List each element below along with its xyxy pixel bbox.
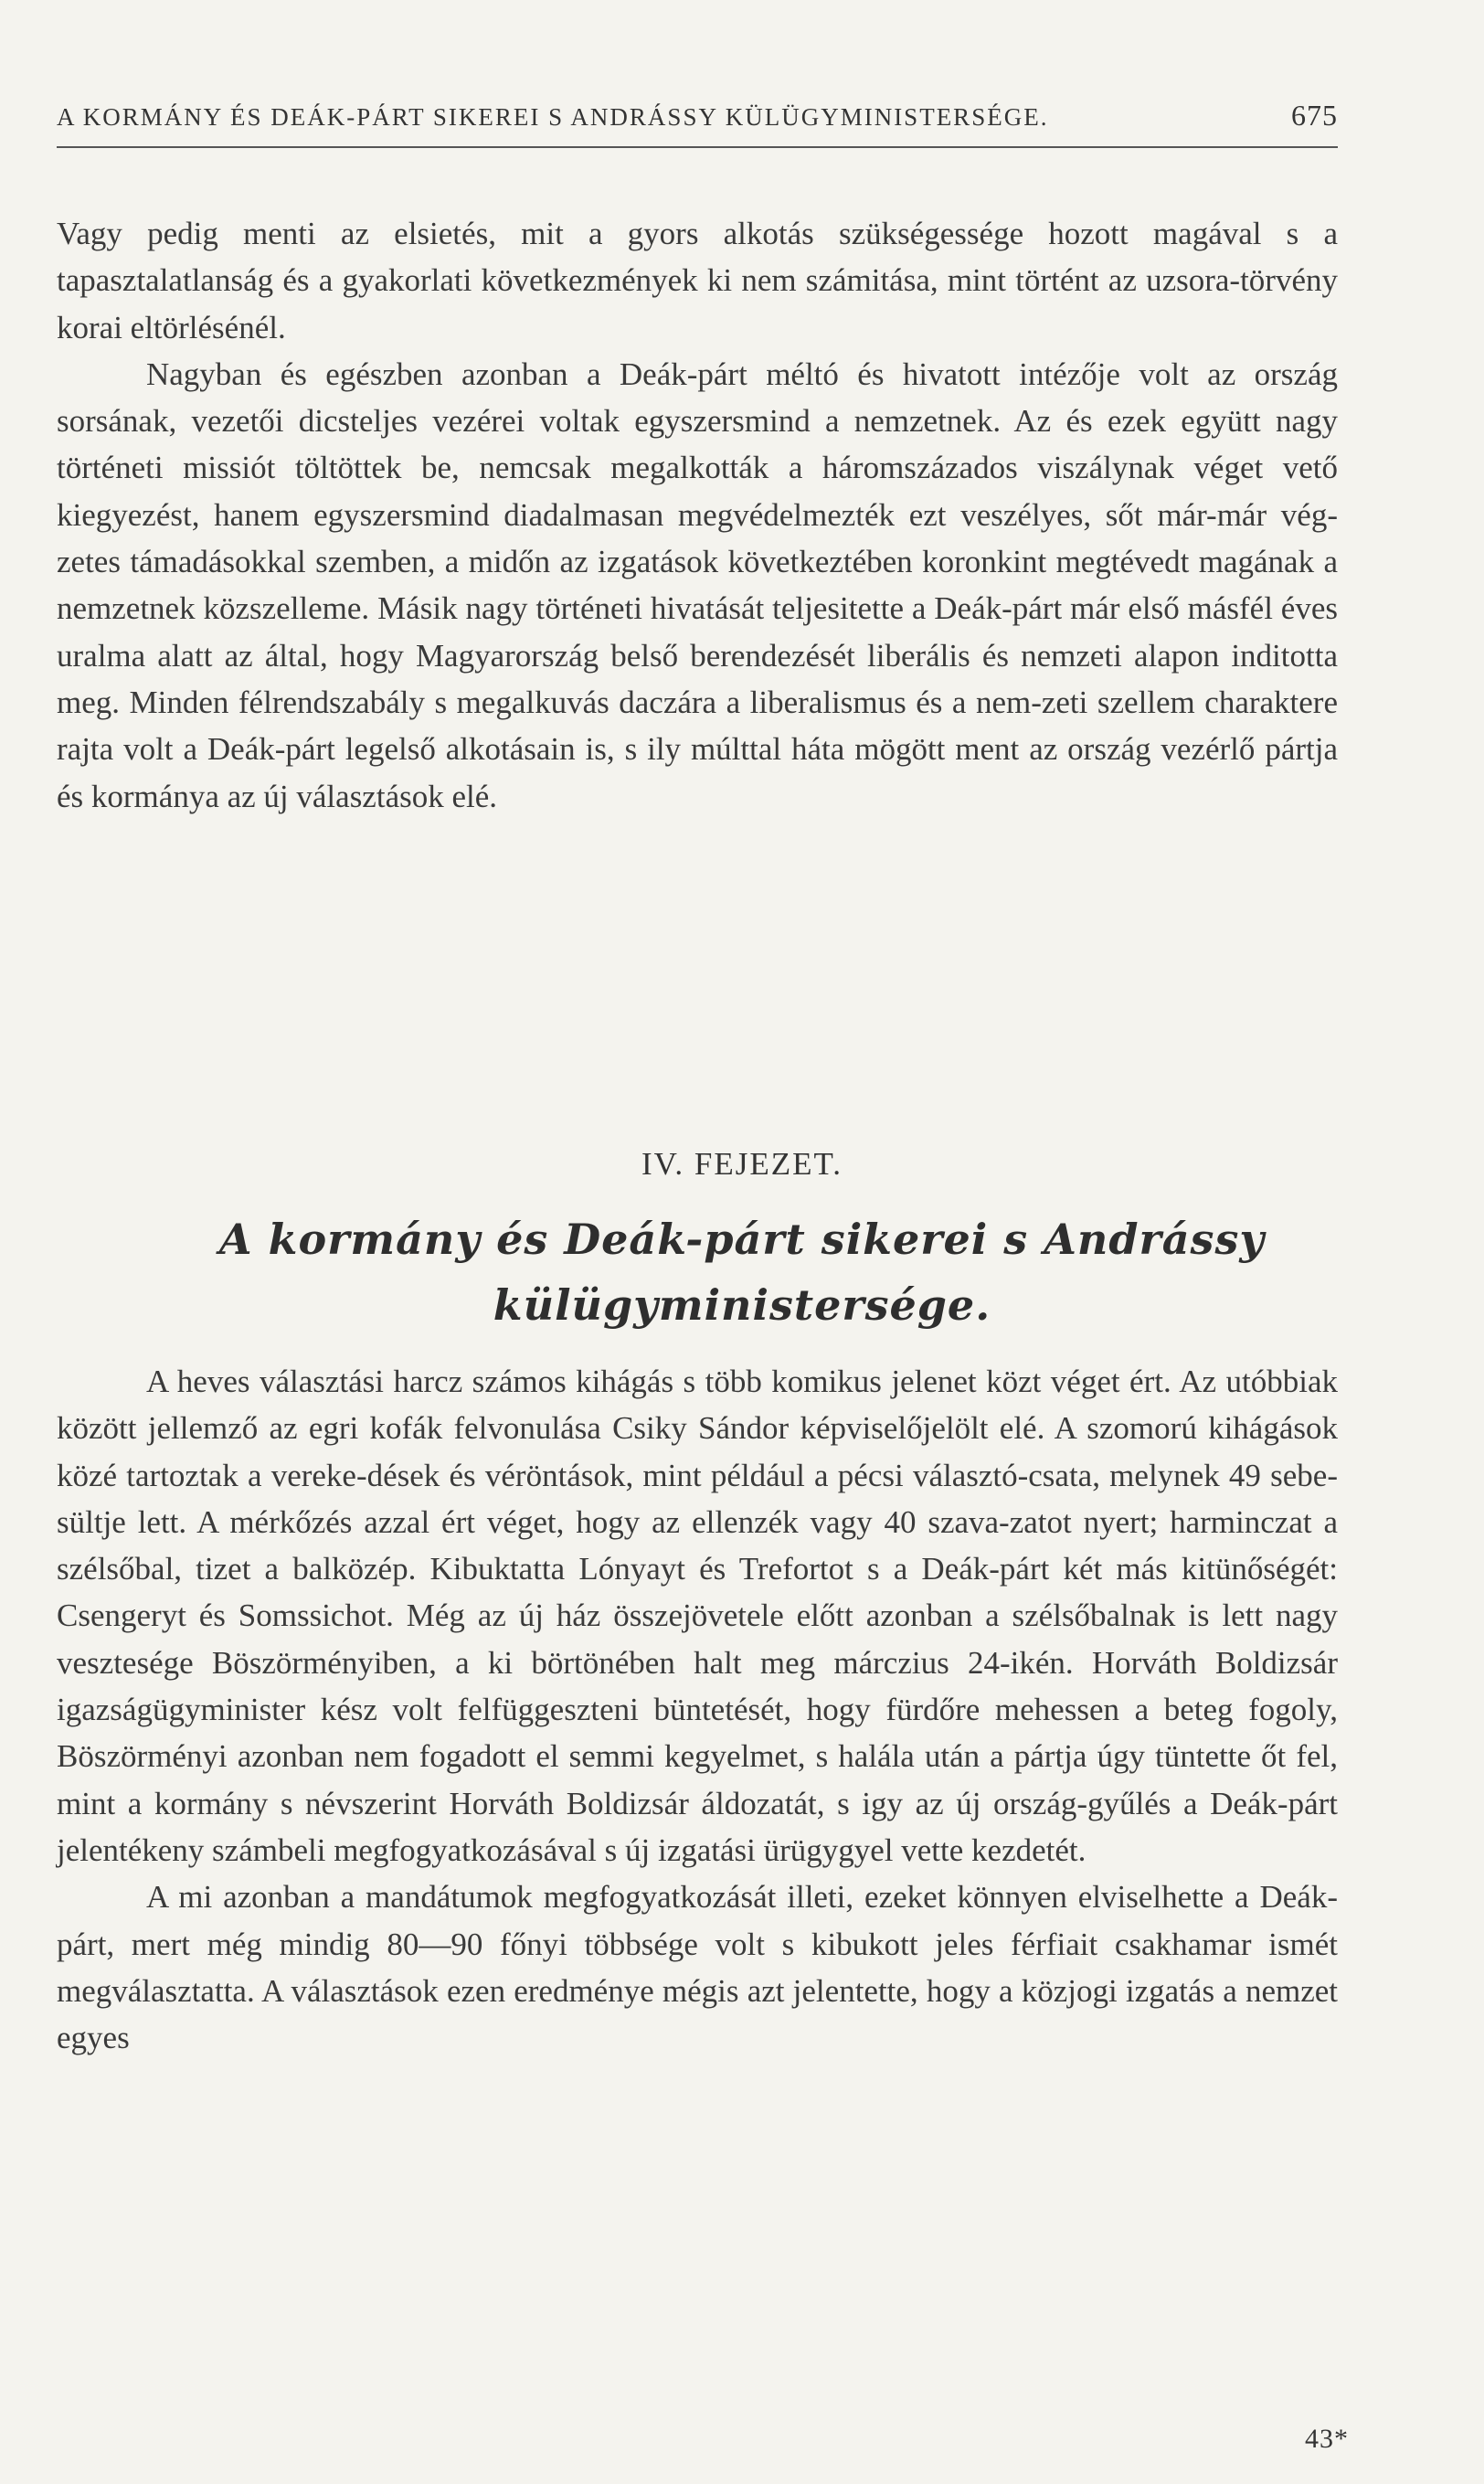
body-text-chapter <box>57 1358 1338 2061</box>
header-rule <box>57 146 1338 148</box>
paragraph: Vagy pedig menti az elsietés, mit a gyors alkotás szükségessége hozott magával s a tapasztalatlanság és a gyakorlati következmények ki nem számitása, mint történt az uzsora-törvény korai eltörlésénél. <box>57 216 1338 345</box>
paragraph: Nagyban és egészben azonban a Deák-párt méltó és hivatott intézője volt az ország sorsának, vezetői dicsteljes vezérei voltak egyszersmind a nemzetnek. Az és ezek együtt nagy történeti missiót töltöttek be, nemcsak megalkották a háromszázados viszálynak véget vető kiegyezést, hanem egyszersmind diadalmasan megvédelmezték ezt veszélyes, sőt már-már vég-zetes támadásokkal szemben, a midőn az izgatások következtében koronkint megtévedt magának a nemzetnek közszelleme. Másik nagy történeti hivatását teljesitette a Deák-párt már első másfél éves uralma alatt az által, hogy Magyarország belső berendezését liberális és nemzeti alapon inditotta meg. Minden félrendszabály s megalkuvás daczára a liberalismus és a nem-zeti szellem charaktere rajta volt a Deák-párt legelső alkotásain is, s ily múlttal háta mögött ment az ország vezérlő pártja és kormánya az új választások elé. <box>57 356 1338 814</box>
signature-mark: 43* <box>1305 2424 1349 2454</box>
paragraph: A heves választási harcz számos kihágás s több komikus jelenet közt véget ért. Az utóbbiak között jellemző az egri kofák felvonulása Csiky Sándor képviselőjelölt elé. A szomorú kihágások közé tartoztak a vereke-dések és véröntások, mint például a pécsi választó-csata, melynek 49 sebe-sültje lett. A mérkőzés azzal ért véget, hogy az ellenzék vagy 40 szava-zatot nyert; harminczat a szélsőbal, tizet a balközép. Kibuktatta Lónyayt és Trefortot s a Deák-párt két más kitünőségét: Csengeryt és Somssichot. Még az új ház összejövetele előtt azonban a szélsőbalnak is lett nagy vesztesége Böszörményiben, a ki börtönében halt meg márczius 24-ikén. Horváth Boldizsár igazságügyminister kész volt felfüggeszteni büntetését, hogy fürdőre mehessen a beteg fogoly, Böszörményi azonban nem fogadott el semmi kegyelmet, s halála után a pártja úgy tüntette őt fel, mint a kormány s névszerint Horváth Boldizsár áldozatát, s igy az új ország-gyűlés a Deák-párt jelentékeny számbeli megfogyatkozásával s új izgatási ürügygyel vette kezdetét. <box>57 1364 1338 1868</box>
running-head <box>57 99 1338 143</box>
page-number: 675 <box>1291 99 1338 132</box>
paragraph: A mi azonban a mandátumok megfogyatkozását illeti, ezeket könnyen elviselhette a Deák-párt, mert még mindig 80—90 főnyi többsége volt s kibukott jeles férfiait csakhamar ismét megválasztatta. A választások ezen eredménye mégis azt jelentette, hogy a közjogi izgatás a nemzet egyes <box>57 1879 1338 2056</box>
chapter-title-line: A kormány és Deák-párt sikerei s Andrássy <box>218 1215 1266 1264</box>
chapter-title-line: külügyministersége. <box>493 1280 991 1330</box>
body-text-before-chapter <box>57 210 1338 820</box>
chapter-title <box>0 1206 1484 1338</box>
chapter-number: IV. FEJEZET. <box>641 1146 843 1182</box>
running-title: A KORMÁNY ÉS DEÁK-PÁRT SIKEREI S ANDRÁSSY KÜLÜGYMINISTERSÉGE. <box>57 103 1049 131</box>
